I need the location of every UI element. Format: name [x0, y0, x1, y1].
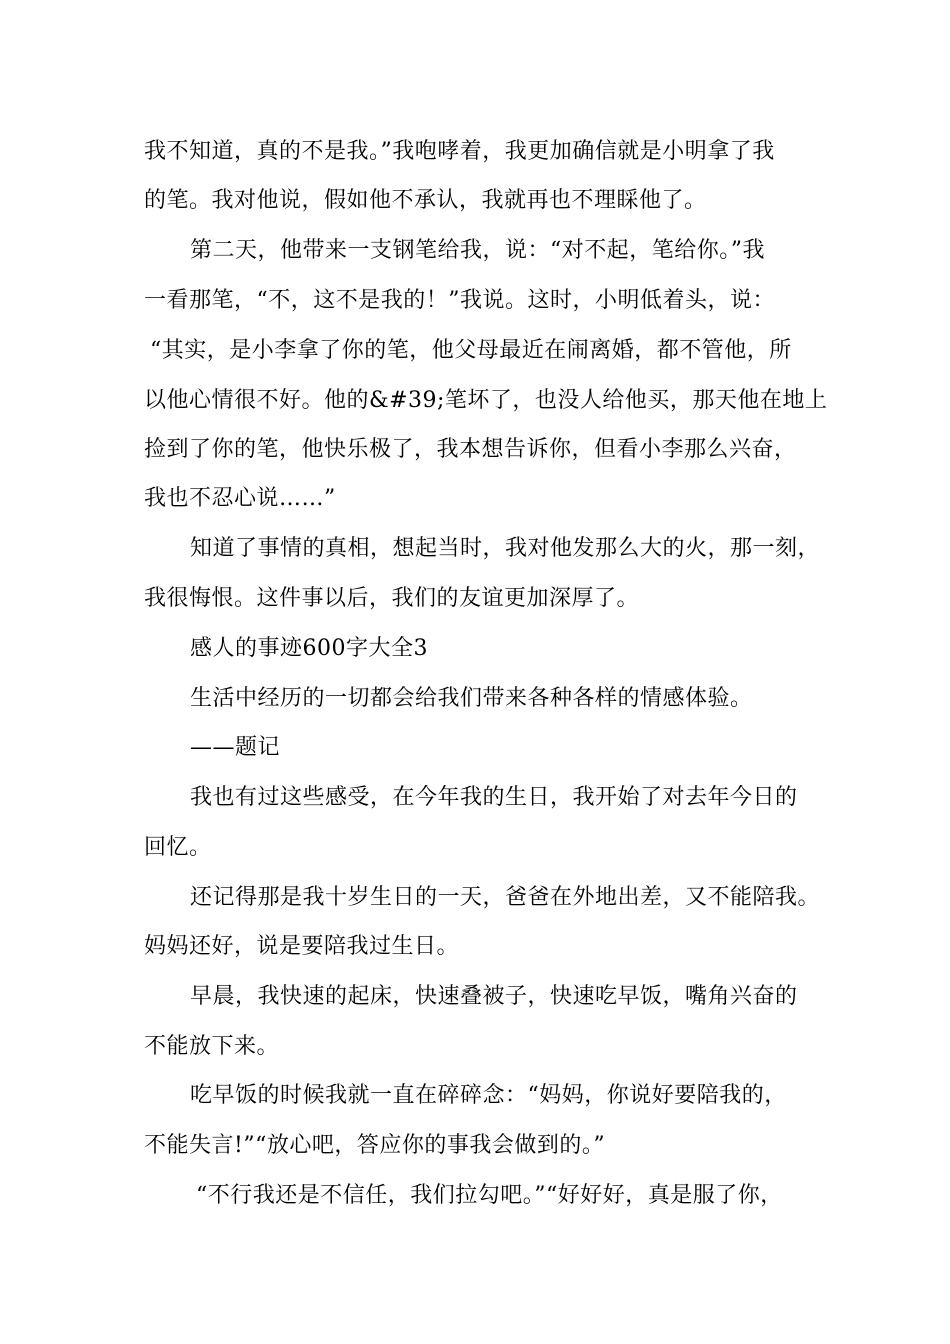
- paragraph-line: 以他心情很不好。他的&#39;笔坏了，也没人给他买，那天他在地上: [144, 388, 828, 413]
- paragraph-line: 早晨，我快速的起床，快速叠被子，快速吃早饭，嘴角兴奋的: [190, 984, 798, 1009]
- paragraph-line: 我很悔恨。这件事以后，我们的友谊更加深厚了。: [144, 586, 640, 611]
- paragraph-line: 知道了事情的真相，想起当时，我对他发那么大的火，那一刻，: [190, 536, 821, 561]
- paragraph-line: 生活中经历的一切都会给我们带来各种各样的情感体验。: [190, 686, 753, 711]
- paragraph-line: 一看那笔，“不，这不是我的！”我说。这时，小明低着头，说：: [144, 288, 775, 313]
- paragraph-line: 吃早饭的时候我就一直在碎碎念：“妈妈，你说好要陪我的，: [190, 1083, 787, 1108]
- paragraph-line: 不能失言!”“放心吧，答应你的事我会做到的。”: [144, 1133, 606, 1158]
- paragraph-line: 我不知道，真的不是我。”我咆哮着，我更加确信就是小明拿了我: [144, 139, 775, 164]
- paragraph-line: 妈妈还好，说是要陪我过生日。: [144, 934, 460, 959]
- paragraph-line: 我也有过这些感受，在今年我的生日，我开始了对去年今日的: [190, 785, 798, 810]
- section-heading: 感人的事迹600字大全3: [190, 636, 428, 661]
- paragraph-line: 的笔。我对他说，假如他不承认，我就再也不理睬他了。: [144, 188, 707, 213]
- paragraph-line: 回忆。: [144, 835, 212, 860]
- paragraph-line: 我也不忍心说……”: [144, 486, 336, 511]
- paragraph-line: 捡到了你的笔，他快乐极了，我本想告诉你，但看小李那么兴奋，: [144, 437, 797, 462]
- paragraph-line: 不能放下来。: [144, 1034, 280, 1059]
- paragraph-line: 还记得那是我十岁生日的一天，爸爸在外地出差，又不能陪我。: [190, 885, 821, 910]
- paragraph-line: “其实，是小李拿了你的笔，他父母最近在闹离婚，都不管他，所: [150, 338, 792, 363]
- paragraph-line: “不行我还是不信任，我们拉勾吧。”“好好好，真是服了你，: [196, 1183, 783, 1208]
- paragraph-line: 第二天，他带来一支钢笔给我，说：“对不起，笔给你。”我: [190, 238, 765, 263]
- epigraph-attribution: ——题记: [190, 735, 281, 760]
